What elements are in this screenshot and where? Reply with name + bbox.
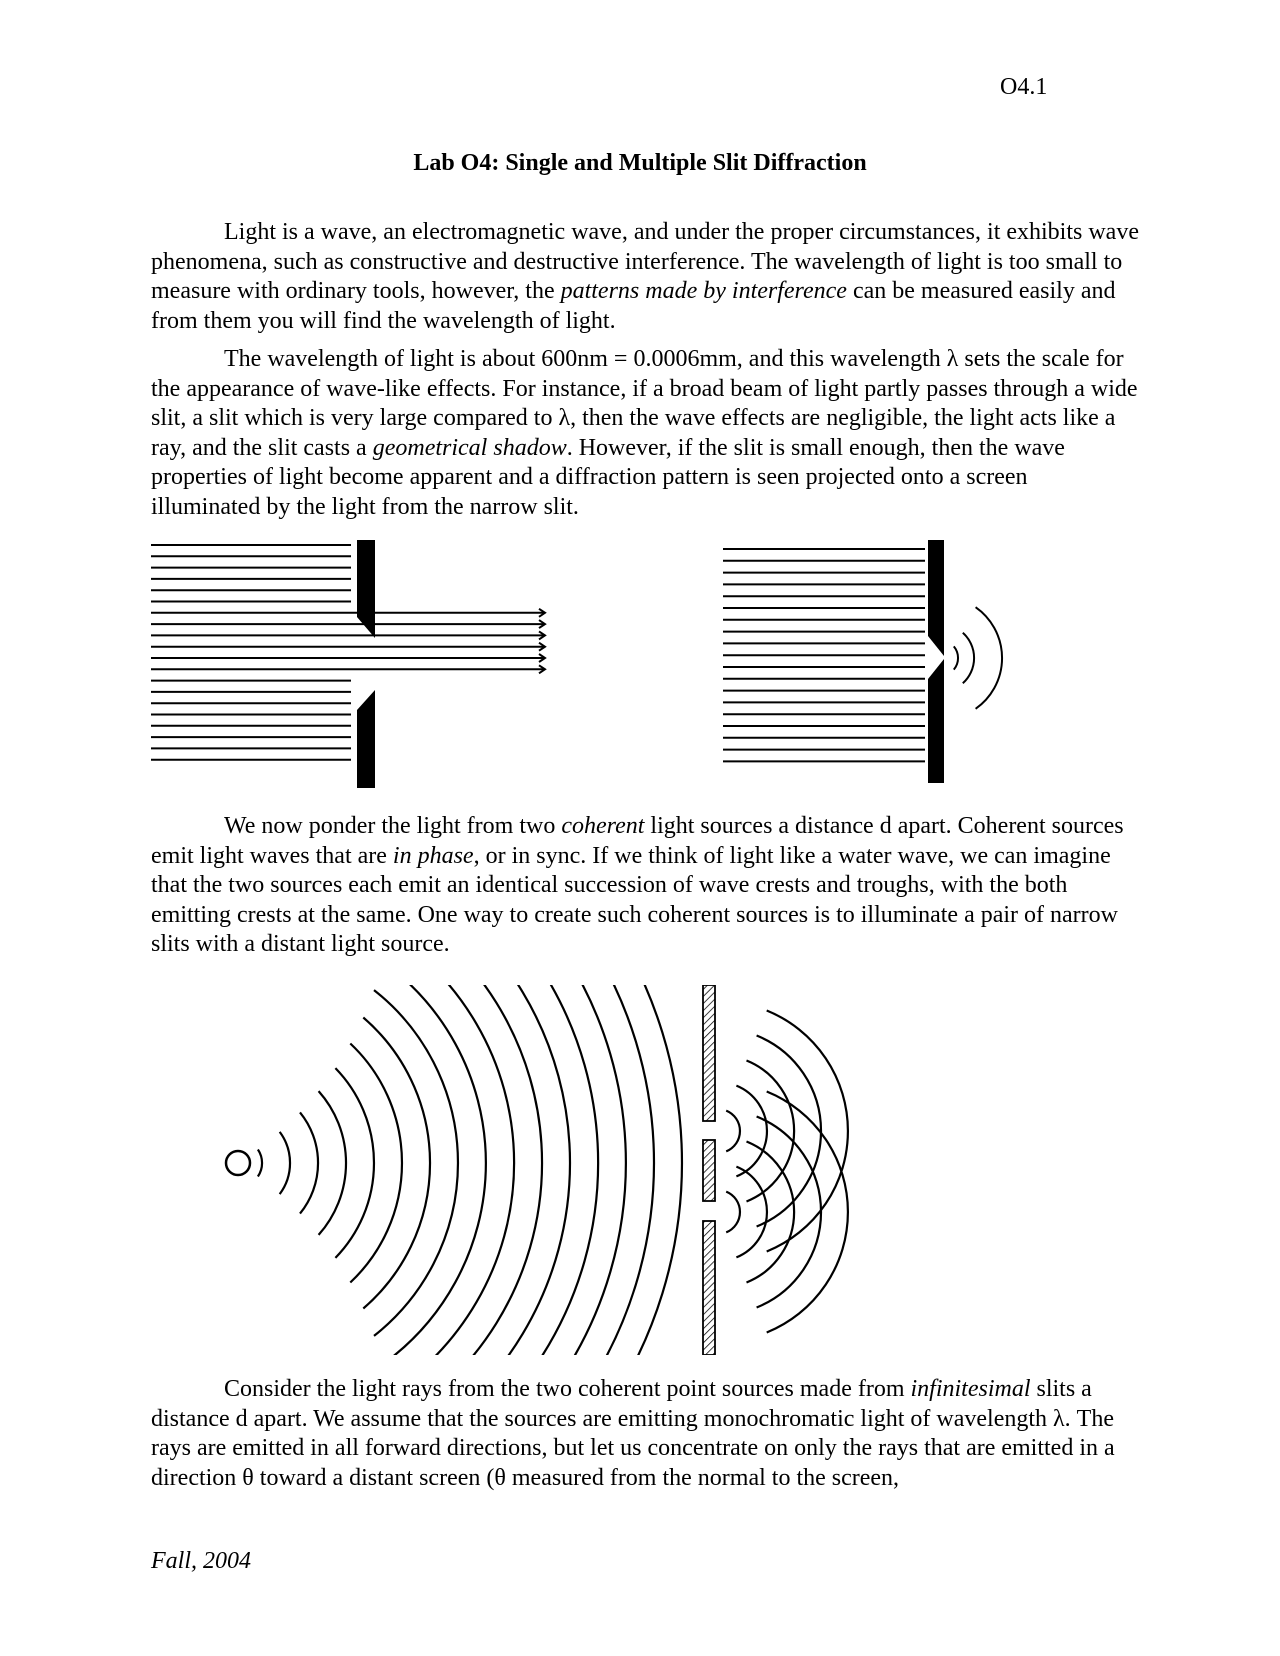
paragraph-intro-emphasis: patterns made by interference (560, 278, 847, 304)
double-slit-diagram (226, 985, 848, 1355)
page-number: O4.1 (1000, 74, 1048, 100)
incident-wavefront (389, 985, 514, 1355)
incident-wavefront (383, 985, 486, 1355)
paragraph-coherent (151, 812, 1141, 960)
paragraph-coherent-text-a: We now ponder the light from two (224, 813, 562, 839)
incident-wavefront (319, 1091, 346, 1235)
paragraph-rays-text-a: Consider the light rays from the two coherent point sources made from (224, 1376, 911, 1402)
incident-wavefront (390, 985, 682, 1355)
narrow-slit-upper-barrier (928, 540, 944, 656)
double-slit-barrier-segment (703, 1140, 715, 1201)
page-title: Lab O4: Single and Multiple Slit Diffraction (413, 150, 867, 176)
incident-wavefront (393, 985, 542, 1355)
paragraph-intro-text-b: can be measured easily and from them you will find the wavelength of light. (151, 278, 1116, 334)
incident-wavefront (384, 985, 654, 1355)
incident-wavefront (350, 1044, 402, 1283)
incident-wavefront (300, 1112, 318, 1213)
paragraph-coherent-emphasis-2: in phase (392, 842, 474, 869)
paragraph-rays (151, 1375, 1141, 1493)
paragraph-coherent-emphasis-1: coherent (561, 813, 645, 839)
diffracted-wavefront (976, 607, 1002, 709)
paragraph-wavelength-emphasis: geometrical shadow (372, 434, 567, 461)
narrow-slit-lower-barrier (928, 659, 944, 783)
paragraph-rays-emphasis: infinitesimal (910, 1376, 1031, 1402)
incident-wavefront (280, 1132, 290, 1194)
diffracted-wavefront (954, 646, 958, 669)
double-slit-figure (0, 985, 1280, 1355)
narrow-slit-diagram (723, 540, 1002, 783)
slit-wavefront (726, 1192, 740, 1233)
incident-wavefront (394, 985, 599, 1355)
wide-slit-lower-barrier (357, 690, 375, 788)
paragraph-rays-text-b: slits a distance d apart. We assume that the sources are emitting monochromatic light of wavelength λ. The rays are emitted in all forward directions, but let us concentrate on only the rays that are emitted in a direction θ toward a distant screen (θ measured from the normal to the screen, (151, 1376, 1115, 1491)
paragraph-wavelength (151, 345, 1141, 522)
paragraph-intro (151, 218, 1141, 336)
slit-wavefront (726, 1111, 740, 1152)
paragraph-coherent-text-c: , or in sync. If we think of light like a water wave, we can imagine that the two sources each emit an identical succession of wave crests and troughs, with the both emitting crests at the same. One way to create such coherent sources is to illuminate a pair of narrow slits with a distant light source. (151, 842, 1118, 957)
double-slit-barrier-segment (703, 1221, 715, 1355)
paragraph-intro-text-a: Light is a wave, an electromagnetic wave, and under the proper circumstances, it exhibits wave phenomena, such as constructive and destructive interference. The wavelength of light is too small to measure with ordinary tools, however, the (151, 219, 1139, 304)
double-slit-barrier-segment (703, 985, 715, 1121)
wide-slit-diagram (151, 540, 545, 788)
incident-wavefront (258, 1150, 262, 1177)
paragraph-wavelength-text-a: The wavelength of light is about 600nm = 0.0006mm, and this wavelength λ sets the scale for the appearance of wave-like effects. For instance, if a broad beam of light partly passes through a wide slit, a slit which is very large compared to λ, then the wave effects are negligible, the light acts like a ray, and the slit casts a (151, 346, 1138, 461)
incident-wavefront (335, 1068, 374, 1258)
slit-comparison-figure (0, 540, 1280, 790)
diffracted-wavefront (963, 633, 974, 684)
paragraph-coherent-text-b: light sources a distance d apart. Coherent sources emit light waves that are (151, 813, 1124, 869)
footer-date: Fall, 2004 (151, 1548, 251, 1574)
point-source (226, 1151, 250, 1175)
incident-wavefront (390, 985, 626, 1355)
paragraph-wavelength-text-b: . However, if the slit is small enough, then the wave properties of light become apparent and a diffraction pattern is seen projected onto a screen illuminated by the light from the narrow slit. (151, 434, 1065, 520)
